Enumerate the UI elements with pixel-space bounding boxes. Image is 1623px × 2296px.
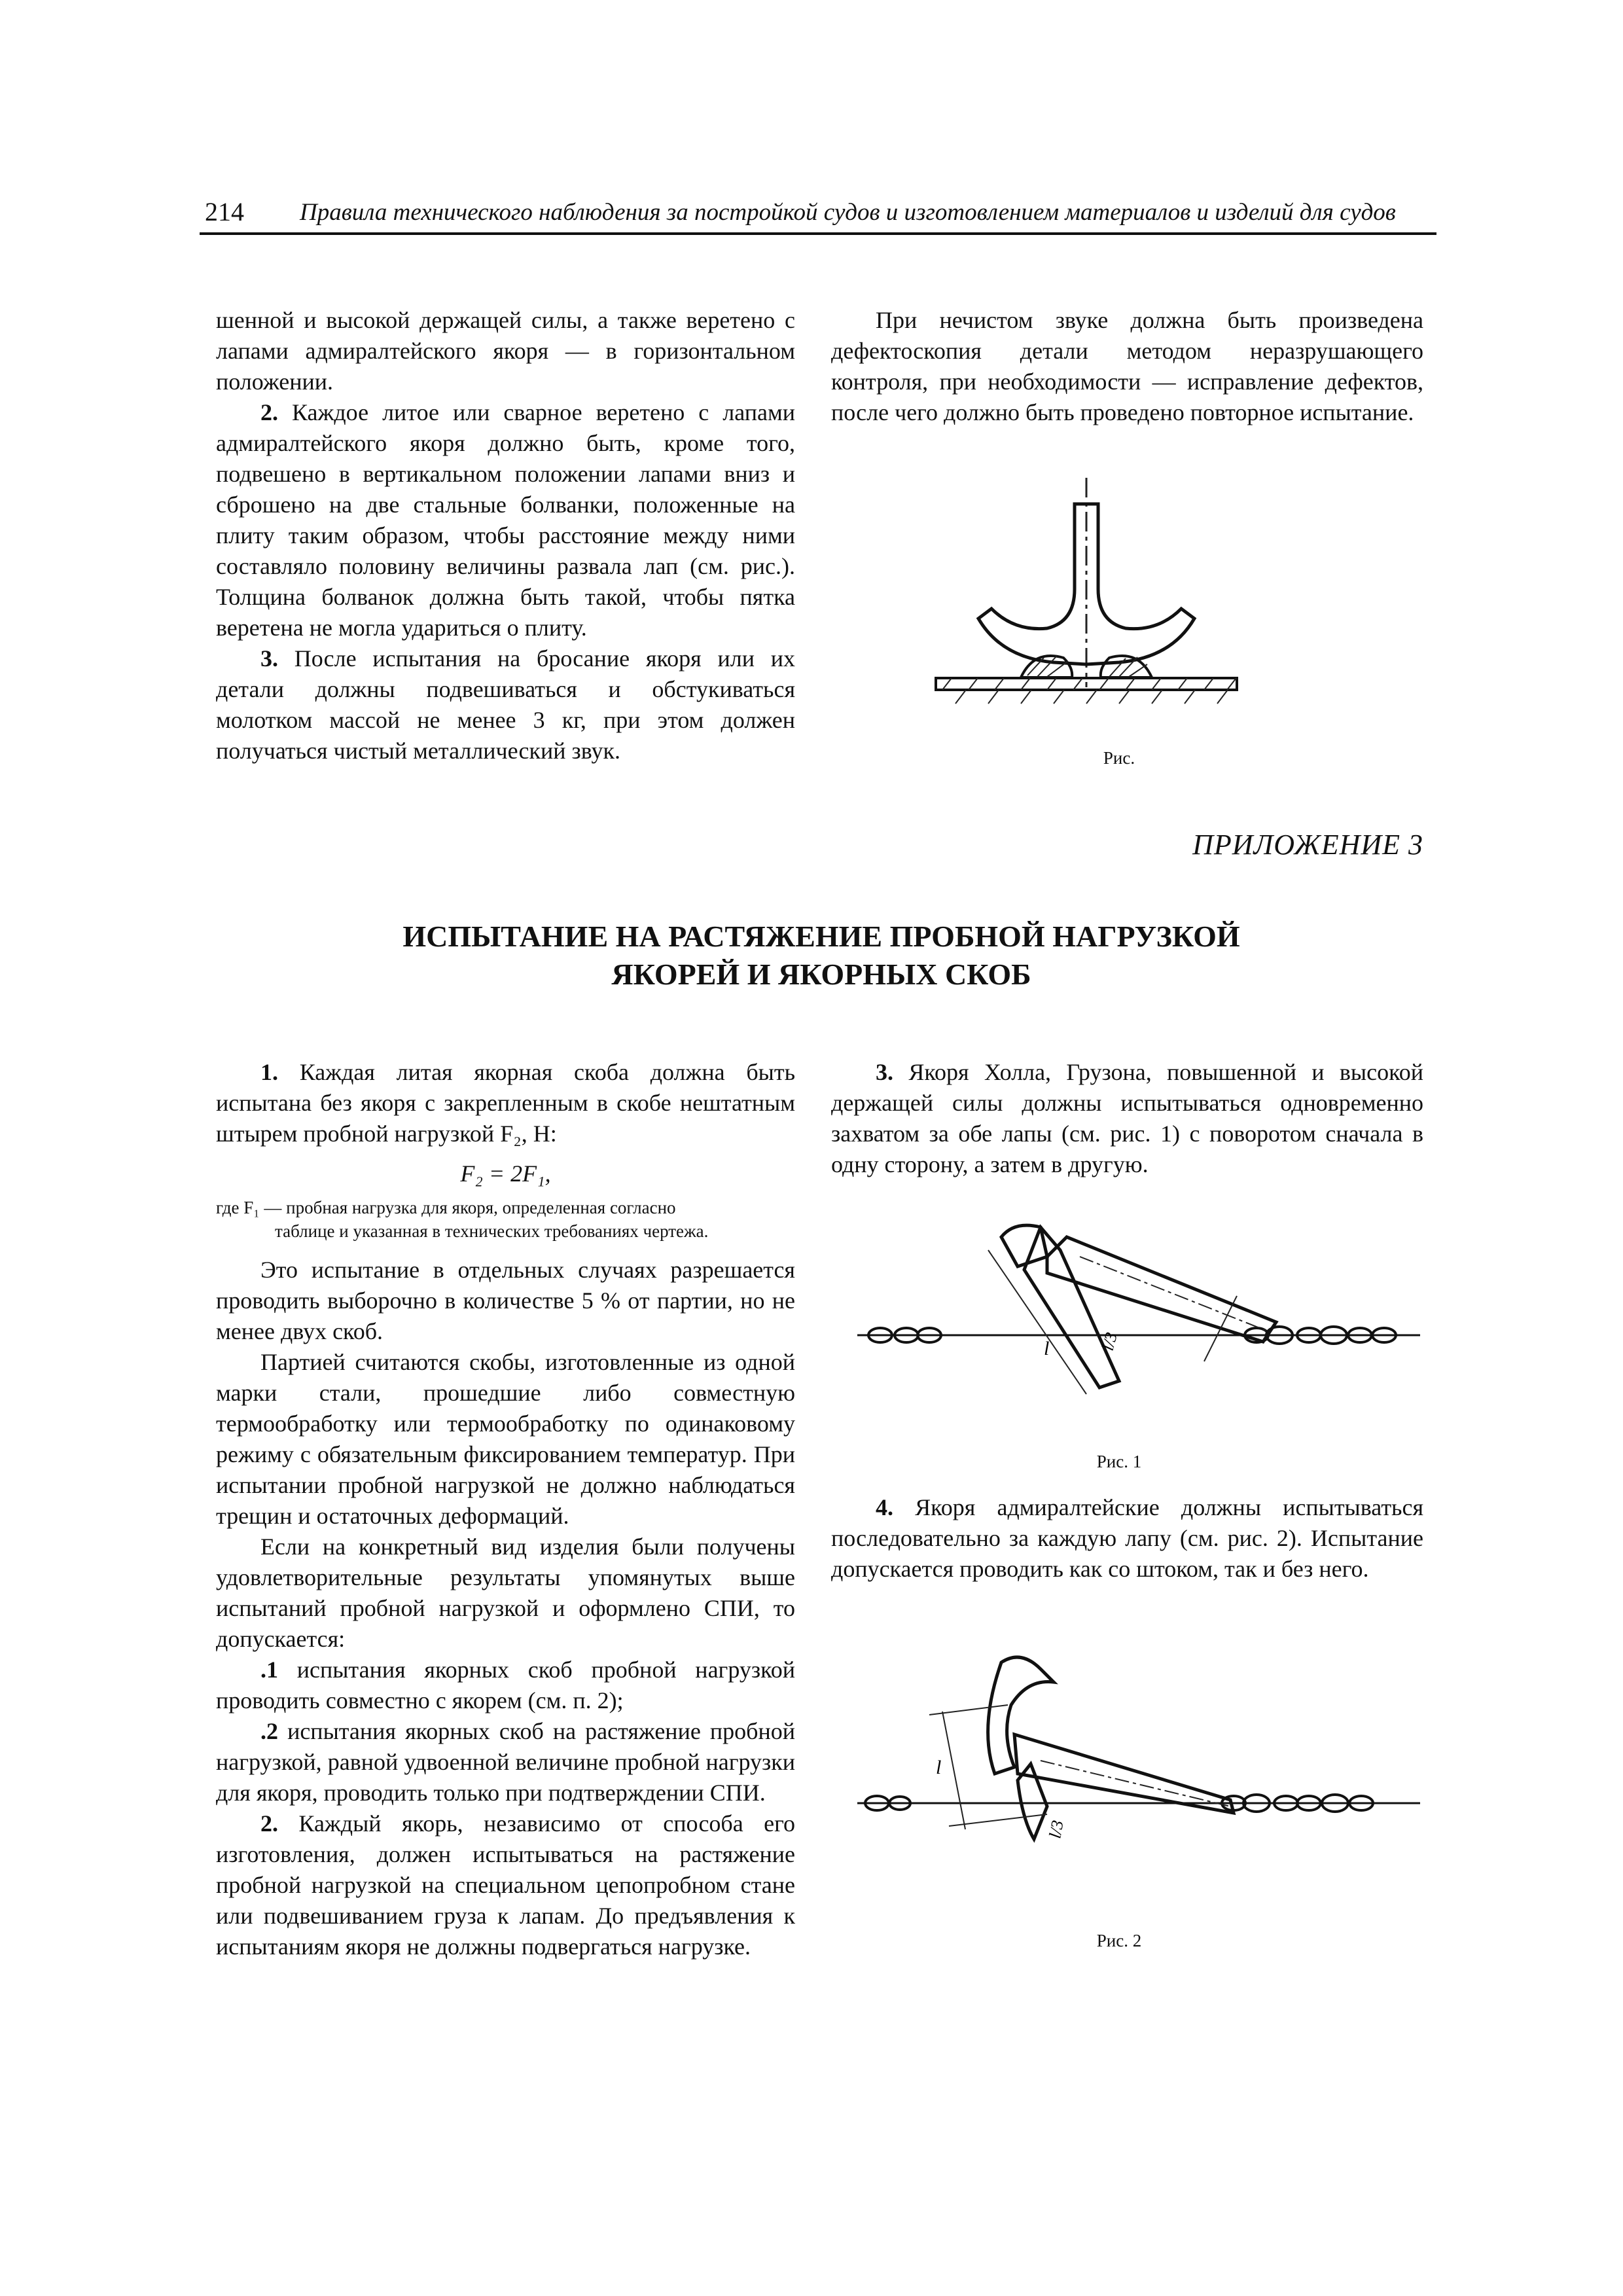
item-text: Каждое литое или сварное веретено с лапами адмиралтейского якоря должно быть, кроме того, подвешено в вертикальном положении лапами вниз и сброшено на две стальные болванки, положенные на плиту таким образом, чтобы расстояние между ними составляло половину величины развала лап (см. рис.). Толщина болванок должна быть такой, чтобы пятка веретена не могла удариться о плиту. bbox=[216, 399, 795, 641]
paragraph: Это испытание в отдельных случаях разрешается проводить выборочно в количестве 5 % от партии, но не менее двух скоб. bbox=[216, 1257, 795, 1344]
figure-1-anchor-test bbox=[851, 1211, 1427, 1407]
appendix-label: ПРИЛОЖЕНИЕ 3 bbox=[1192, 829, 1423, 861]
header-rule bbox=[200, 232, 1436, 235]
page-number: 214 bbox=[205, 197, 244, 226]
paragraph-item-2 bbox=[216, 397, 795, 643]
item-text: Якоря Холла, Грузона, повышенной и высокой держащей силы должны испытываться одновременно захватом за обе лапы (см. рис. 1) с поворотом сначала в одну сторону, а затем в другую. bbox=[831, 1059, 1423, 1177]
paragraph-subitem-2 bbox=[216, 1716, 795, 1808]
item-number: 3. bbox=[260, 645, 278, 672]
paragraph: Партией считаются скобы, изготовленные из одной марки стали, прошедшие либо совместную термообработку или термообработку по одинаковому режиму с обязательным фиксированием температур. При испытании пробной нагрузкой не должно наблюдаться трещин и остаточных деформаций. bbox=[216, 1349, 795, 1529]
item-number: 2. bbox=[260, 1810, 278, 1837]
paragraph-item-3 bbox=[831, 1057, 1423, 1180]
item-number: 2. bbox=[260, 399, 278, 425]
figure-caption: Рис. bbox=[1103, 748, 1135, 768]
paragraph-item-4 bbox=[831, 1492, 1423, 1585]
running-header-title: Правила технического наблюдения за постройкой судов и изготовлением материалов и изделий для судов bbox=[300, 199, 1396, 226]
item-number: .1 bbox=[260, 1657, 278, 1683]
item-number: .2 bbox=[260, 1718, 278, 1744]
paragraph-subitem-1 bbox=[216, 1655, 795, 1716]
item-text: Каждая литая якорная скоба должна быть испытана без якоря с закрепленным в скобе нештатным штырем пробной нагрузкой F₂, Н: bbox=[216, 1059, 795, 1147]
bottom-left-column bbox=[216, 1057, 795, 1962]
bottom-right-column-cont bbox=[831, 1492, 1423, 1585]
section-title-line: ЯКОРЕЙ И ЯКОРНЫХ СКОБ bbox=[611, 958, 1031, 991]
bottom-right-column bbox=[831, 1057, 1423, 1180]
item-number: 3. bbox=[876, 1059, 893, 1085]
item-number: 4. bbox=[876, 1494, 893, 1520]
item-text: испытания якорных скоб на растяжение пробной нагрузкой, равной удвоенной величине пробной нагрузки для якоря, проводить только при подтверждении СПИ. bbox=[216, 1718, 795, 1806]
item-text: Якоря адмиралтейские должны испытываться последовательно за каждую лапу (см. рис. 2). Испытание допускается проводить как со штоком, так и без него. bbox=[831, 1494, 1423, 1582]
figure-2-caption: Рис. 2 bbox=[1096, 1931, 1142, 1950]
paragraph: При нечистом звуке должна быть произведена дефектоскопия детали методом неразрушающего контроля, при необходимости — исправление дефектов, после чего должно быть проведено повторное испытание. bbox=[831, 307, 1423, 425]
top-right-column bbox=[831, 305, 1423, 428]
paragraph-item-1 bbox=[216, 1057, 795, 1149]
item-text: Каждый якорь, независимо от способа его изготовления, должен испытываться на растяжение пробной нагрузкой на специальном цепопробном стане или подвешиванием груза к лапам. До предъявления к испытаниям якоря не должны подвергаться нагрузке. bbox=[216, 1810, 795, 1960]
dimension-label-l3: l/3 bbox=[1045, 1818, 1067, 1840]
formula: F₂ = 2F₁, bbox=[460, 1160, 551, 1187]
drop-test-figure bbox=[929, 471, 1243, 733]
dimension-label-l: l bbox=[1044, 1338, 1050, 1359]
footnote bbox=[216, 1196, 795, 1243]
footnote-line: таблице и указанная в технических требованиях чертежа. bbox=[275, 1221, 709, 1241]
paragraph-item-3 bbox=[216, 643, 795, 766]
item-text: После испытания на бросание якоря или их детали должны подвешиваться и обстукиваться молотком массой не менее 3 кг, при этом должен получаться чистый металлический звук. bbox=[216, 645, 795, 764]
top-left-column bbox=[216, 305, 795, 766]
footnote-line: где F₁ — пробная нагрузка для якоря, определенная согласно bbox=[216, 1198, 676, 1217]
figure-1-caption: Рис. 1 bbox=[1096, 1452, 1142, 1471]
item-number: 1. bbox=[260, 1059, 278, 1085]
paragraph: Если на конкретный вид изделия были получены удовлетворительные результаты упомянутых выше испытаний пробной нагрузкой и оформлено СПИ, то допускается: bbox=[216, 1534, 795, 1652]
figure-2-admiralty-anchor-test bbox=[851, 1643, 1427, 1852]
paragraph: шенной и высокой держащей силы, а также веретено с лапами адмиралтейского якоря — в горизонтальном положении. bbox=[216, 307, 795, 395]
section-title-line: ИСПЫТАНИЕ НА РАСТЯЖЕНИЕ ПРОБНОЙ НАГРУЗКОЙ bbox=[402, 920, 1240, 953]
item-text: испытания якорных скоб пробной нагрузкой проводить совместно с якорем (см. п. 2); bbox=[216, 1657, 795, 1713]
section-title bbox=[216, 918, 1427, 994]
paragraph-item-2 bbox=[216, 1808, 795, 1962]
dimension-label-l: l bbox=[936, 1757, 942, 1778]
dimension-label-l3: l/3 bbox=[1097, 1330, 1121, 1353]
